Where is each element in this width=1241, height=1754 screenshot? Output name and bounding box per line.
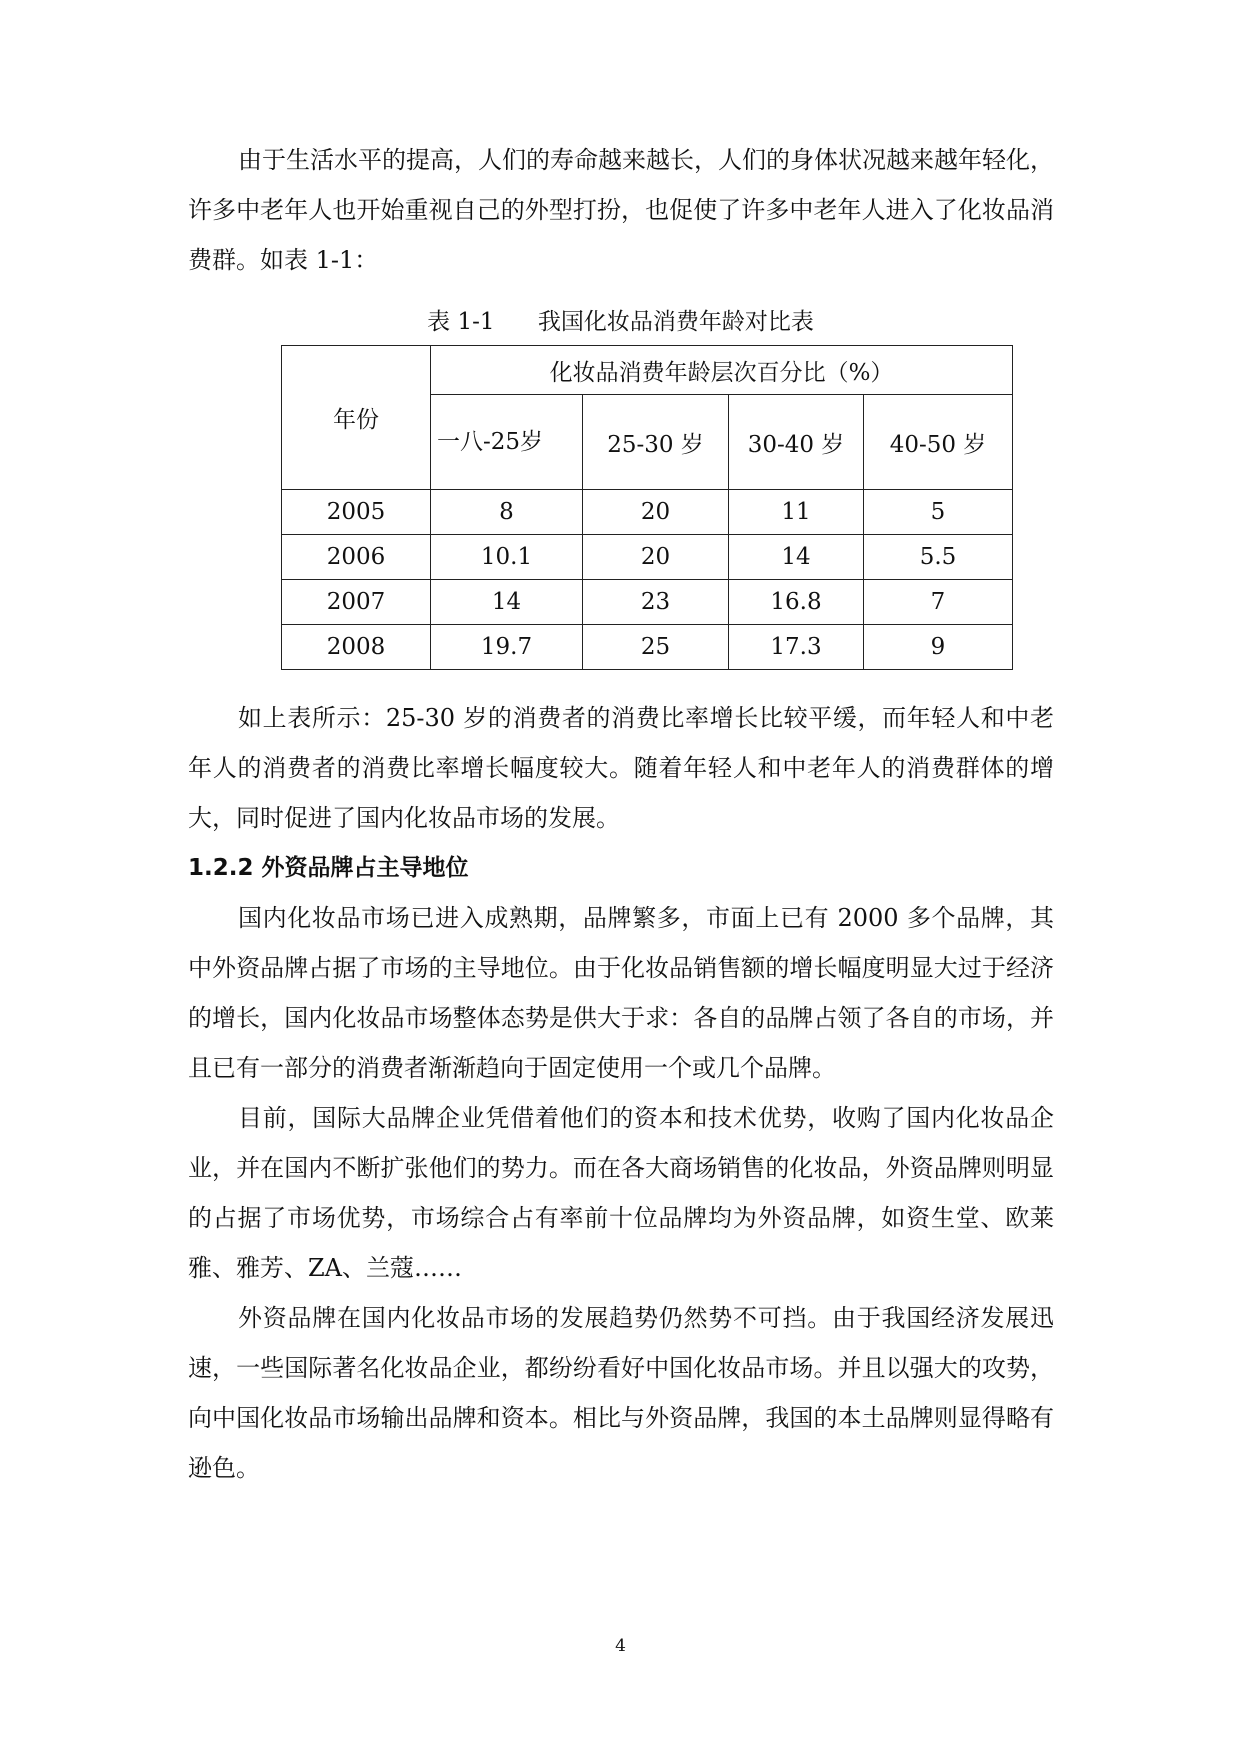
row-year: 2007 [282,580,431,625]
row-cell: 5.5 [864,535,1013,580]
row-cell: 20 [583,535,729,580]
row-cell: 20 [583,490,729,535]
header-group: 化妆品消费年龄层次百分比（%） [431,346,1013,395]
table-row [282,490,1013,535]
table-caption-title: 我国化妆品消费年龄对比表 [537,309,814,335]
header-col-3: 30-40 岁 [729,395,864,490]
section-heading: 1.2.2 外资品牌占主导地位 [188,855,469,881]
header-col-4: 40-50 岁 [864,395,1013,490]
table-caption-number: 表 1-1 [427,309,495,335]
age-comparison-table [281,345,1013,670]
header-col-2: 25-30 岁 [583,395,729,490]
row-cell: 19.7 [431,625,583,670]
table-row [282,580,1013,625]
row-cell: 23 [583,580,729,625]
row-cell: 7 [864,580,1013,625]
brands-paragraph: 目前，国际大品牌企业凭借着他们的资本和技术优势，收购了国内化妆品企业，并在国内不断扩张他们的势力。而在各大商场销售的化妆品，外资品牌则明显的占据了市场优势，市场综合占有率前十位品牌均为外资品牌，如资生堂、欧莱雅、雅芳、ZA、兰蔻…… [188,1104,1054,1282]
analysis-paragraph: 如上表所示：25-30 岁的消费者的消费比率增长比较平缓，而年轻人和中老年人的消费者的消费比率增长幅度较大。随着年轻人和中老年人的消费群体的增大，同时促进了国内化妆品市场的发展。 [188,704,1054,832]
page-number: 4 [615,1636,626,1656]
header-year: 年份 [282,346,431,490]
row-cell: 17.3 [729,625,864,670]
row-cell: 16.8 [729,580,864,625]
table-header-row [282,346,1013,395]
row-cell: 14 [431,580,583,625]
table-caption [0,302,1241,342]
row-year: 2008 [282,625,431,670]
market-paragraph: 国内化妆品市场已进入成熟期，品牌繁多，市面上已有 2000 多个品牌，其中外资品牌占据了市场的主导地位。由于化妆品销售额的增长幅度明显大过于经济的增长，国内化妆品市场整体态势是供大于求：各自的品牌占领了各自的市场，并且已有一部分的消费者渐渐趋向于固定使用一个或几个品牌。 [188,904,1054,1082]
table-row [282,625,1013,670]
row-cell: 9 [864,625,1013,670]
table-row [282,535,1013,580]
row-cell: 11 [729,490,864,535]
row-cell: 5 [864,490,1013,535]
row-cell: 14 [729,535,864,580]
row-cell: 25 [583,625,729,670]
row-year: 2005 [282,490,431,535]
row-cell: 10.1 [431,535,583,580]
intro-paragraph: 由于生活水平的提高，人们的寿命越来越长，人们的身体状况越来越年轻化，许多中老年人也开始重视自己的外型打扮，也促使了许多中老年人进入了化妆品消费群。如表 1-1： [188,146,1054,274]
trend-paragraph: 外资品牌在国内化妆品市场的发展趋势仍然势不可挡。由于我国经济发展迅速，一些国际著名化妆品企业，都纷纷看好中国化妆品市场。并且以强大的攻势，向中国化妆品市场输出品牌和资本。相比与外资品牌，我国的本土品牌则显得略有逊色。 [188,1304,1054,1482]
row-year: 2006 [282,535,431,580]
header-col-1: 一八-25岁 [431,395,583,490]
row-cell: 8 [431,490,583,535]
